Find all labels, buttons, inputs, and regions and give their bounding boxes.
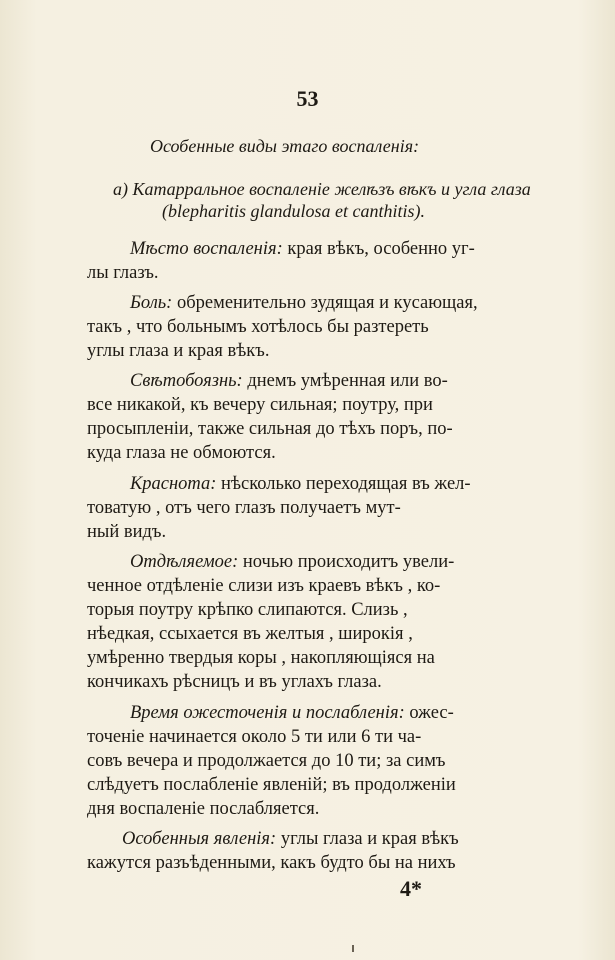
text-line: куда глаза не обмоются.	[87, 443, 276, 463]
subsection-heading: a) Катарральное воспаленіе желѣзъ вѣкъ и угла глаза	[113, 179, 531, 199]
text-line: все никакой, къ вечеру сильная; поутру, при	[87, 395, 433, 415]
text-line: Отдѣляемое: ночью происходитъ увели-	[130, 552, 455, 572]
text-line: Краснота: нѣсколько переходящая въ жел-	[130, 474, 471, 494]
text-line: дня воспаленіе послабляется.	[87, 799, 320, 819]
text-line: точеніе начинается около 5 ти или 6 ти ча-	[87, 727, 422, 747]
text-line: ный видъ.	[87, 522, 167, 542]
text-line: кажутся разъѣденными, какъ будто бы на нихъ	[87, 853, 456, 873]
text-line: Особенныя явленія: углы глаза и края вѣкъ	[122, 829, 459, 849]
text-line: товатую , отъ чего глазъ получаетъ мут-	[87, 498, 401, 518]
text-line: нѣедкая, ссыхается въ желтыя , широкія ,	[87, 624, 413, 644]
text-line: углы глаза и края вѣкъ.	[87, 341, 270, 361]
text-line: Боль: обременительно зудящая и кусающая,	[130, 293, 478, 313]
text-line: совъ вечера и продолжается до 10 ти; за симъ	[87, 751, 446, 771]
printer-signature: 4*	[400, 876, 422, 901]
text-line: торыя поутру крѣпко слипаются. Слизь ,	[87, 600, 408, 620]
page-number: 53	[296, 86, 319, 111]
section-heading: Особенные виды этаго воспаленія:	[150, 136, 420, 156]
page-mark	[352, 945, 354, 952]
text-line: ченное отдѣленіе слизи изъ краевъ вѣкъ , ко-	[87, 576, 441, 596]
text-line: такъ , что больнымъ хотѣлось бы разтереть	[87, 317, 429, 337]
subsection-latin-name: (blepharitis glandulosa et canthitis).	[162, 201, 425, 221]
text-line: просыпленіи, также сильная до тѣхъ поръ, по-	[87, 419, 453, 439]
text-line: слѣдуетъ послабленіе явленій; въ продолженіи	[87, 775, 456, 795]
text-line: Мѣсто воспаленія: края вѣкъ, особенно уг-	[130, 239, 475, 259]
text-line: кончикахъ рѣсницъ и въ углахъ глаза.	[87, 672, 382, 692]
text-line: умѣренно твердыя коры , накопляющіяся на	[87, 648, 435, 668]
text-line: Время ожесточенія и послабленія: ожес-	[130, 703, 454, 723]
text-line: Свѣтобоязнь: днемъ умѣренная или во-	[130, 371, 448, 391]
text-line: лы глазъ.	[87, 263, 159, 283]
